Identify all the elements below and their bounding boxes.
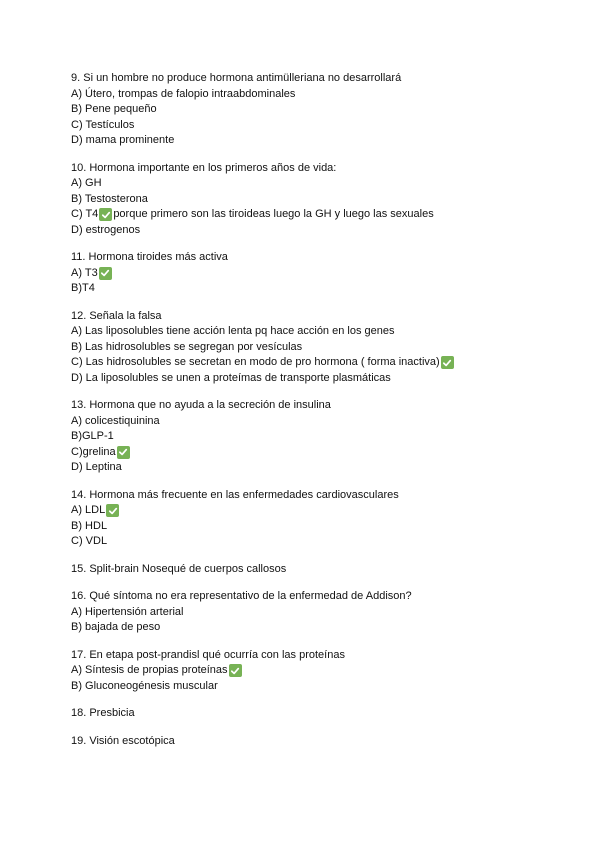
question-title — [71, 398, 560, 414]
answer-option-text: C) Testículos — [71, 118, 135, 131]
question-title-text: 9. Si un hombre no produce hormona antimülleriana no desarrollará — [71, 72, 402, 84]
question-block — [71, 309, 560, 387]
answer-option — [71, 133, 560, 149]
answer-option-text: C) VDL — [71, 535, 108, 547]
answer-option — [71, 429, 560, 445]
answer-option-text: A) colicestiquinina — [71, 414, 160, 427]
question-title-text: 10. Hormona importante en los primeros años de vida: — [71, 161, 337, 174]
question-title-text: 14. Hormona más frecuente en las enfermedades cardiovasculares — [71, 488, 399, 501]
answer-option-text: D) estrogenos — [71, 223, 141, 236]
answer-option — [71, 620, 560, 636]
answer-option — [71, 192, 560, 208]
answer-option-text: B) Testosterona — [71, 192, 148, 205]
answer-option-text: D) La liposolubles se unen a proteímas de transporte plasmáticas — [71, 371, 391, 384]
answer-option — [71, 102, 560, 118]
question-title — [71, 562, 560, 578]
question-title-text: 12. Señala la falsa — [71, 309, 162, 322]
answer-option — [71, 534, 560, 550]
answer-option — [71, 176, 560, 192]
question-title-text: 17. En etapa post-prandisl qué ocurría con las proteínas — [71, 648, 345, 661]
answer-option — [71, 266, 560, 282]
answer-option-text: D) mama prominente — [71, 134, 175, 146]
answer-option — [71, 519, 560, 535]
question-title — [71, 589, 560, 605]
answer-option — [71, 503, 560, 519]
answer-option — [71, 679, 560, 695]
answer-option — [71, 355, 560, 371]
answer-option-text: A) T3 — [71, 266, 98, 279]
answer-note-text: porque primero son las tiroideas luego la GH y luego las sexuales — [113, 208, 434, 220]
answer-option-text: A) Hipertensión arterial — [71, 605, 184, 618]
question-title — [71, 734, 560, 750]
question-title — [71, 648, 560, 664]
question-title-text: 19. Visión escotópica — [71, 734, 175, 747]
question-title — [71, 161, 560, 177]
answer-option — [71, 445, 560, 461]
answer-option-text: C) T4 — [71, 208, 99, 220]
question-block — [71, 562, 560, 578]
answer-option — [71, 281, 560, 297]
answer-option-text: B) Pene pequeño — [71, 103, 157, 115]
answer-option-text: D) Leptina — [71, 461, 122, 473]
answer-option-text: B) Las hidrosolubles se segregan por vesículas — [71, 340, 303, 353]
answer-option — [71, 460, 560, 476]
question-block — [71, 488, 560, 550]
answer-option — [71, 207, 560, 223]
check-mark-icon — [99, 208, 112, 221]
answer-option-text: B)GLP-1 — [71, 430, 114, 442]
question-title-text: 11. Hormona tiroides más activa — [71, 251, 228, 263]
question-title — [71, 250, 560, 266]
question-title — [71, 706, 560, 722]
question-title-text: 18. Presbicia — [71, 707, 135, 719]
question-title — [71, 309, 560, 325]
check-mark-icon — [106, 504, 119, 517]
answer-option-text: C)grelina — [71, 445, 116, 458]
answer-option — [71, 87, 560, 103]
question-block — [71, 161, 560, 239]
answer-option-text: A) Útero, trompas de falopio intraabdominales — [71, 87, 296, 100]
answer-option-text: B)T4 — [71, 282, 95, 294]
answer-option — [71, 340, 560, 356]
check-mark-icon — [441, 356, 454, 369]
check-mark-icon — [229, 664, 242, 677]
question-block — [71, 71, 560, 149]
answer-option — [71, 371, 560, 387]
question-title — [71, 488, 560, 504]
question-block — [71, 250, 560, 297]
question-block — [71, 398, 560, 476]
answer-option — [71, 324, 560, 340]
question-block — [71, 734, 560, 750]
question-title-text: 15. Split-brain Nosequé de cuerpos callosos — [71, 562, 287, 575]
answer-option-text: A) Las liposolubles tiene acción lenta pq hace acción en los genes — [71, 325, 395, 337]
question-title-text: 13. Hormona que no ayuda a la secreción de insulina — [71, 399, 331, 411]
answer-option — [71, 605, 560, 621]
question-block — [71, 648, 560, 695]
answer-option-text: B) bajada de peso — [71, 621, 161, 633]
answer-option-text: B) Gluconeogénesis muscular — [71, 679, 218, 692]
answer-option-text: A) LDL — [71, 504, 106, 516]
question-block — [71, 589, 560, 636]
question-title — [71, 71, 560, 87]
answer-option — [71, 118, 560, 134]
question-list — [71, 71, 560, 749]
answer-option — [71, 414, 560, 430]
answer-option — [71, 663, 560, 679]
check-mark-icon — [99, 267, 112, 280]
question-title-text: 16. Qué síntoma no era representativo de la enfermedad de Addison? — [71, 590, 412, 602]
question-block — [71, 706, 560, 722]
answer-option-text: A) Síntesis de propias proteínas — [71, 664, 228, 676]
answer-option-text: C) Las hidrosolubles se secretan en modo de pro hormona ( forma inactiva) — [71, 356, 440, 368]
check-mark-icon — [117, 446, 130, 459]
answer-option — [71, 223, 560, 239]
answer-option-text: A) GH — [71, 177, 102, 189]
answer-option-text: B) HDL — [71, 519, 108, 532]
